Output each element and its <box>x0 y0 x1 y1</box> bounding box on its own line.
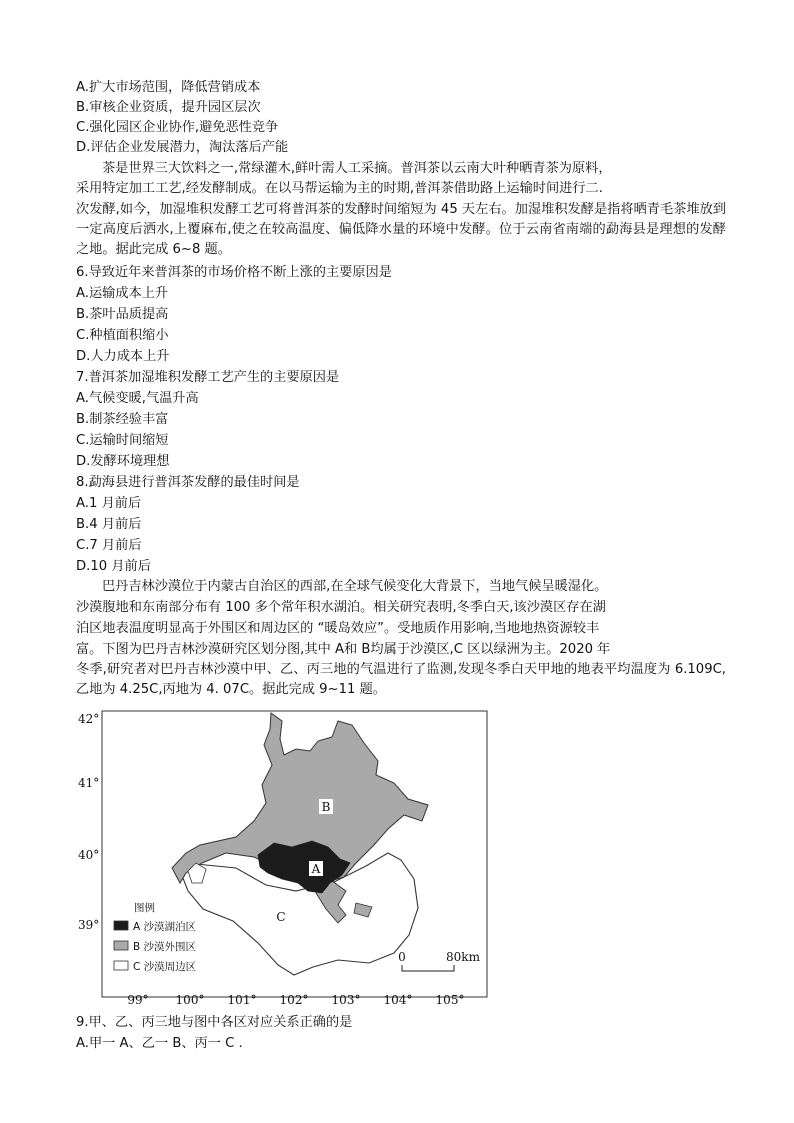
lon-label-100: 100° <box>175 993 205 1005</box>
lon-label-102: 102° <box>279 993 309 1005</box>
lon-label-101: 101° <box>227 993 257 1005</box>
lat-label-42: 42° <box>78 712 100 726</box>
q8-option-a: A.1 月前后 <box>76 496 142 511</box>
legend-item-b: B 沙漠外围区 <box>133 941 197 953</box>
q5-option-d: D.评估企业发展潜力，淘汰落后产能 <box>76 140 289 155</box>
passage2-line4: 富。下图为巴丹吉林沙漠研究区划分图,其中 A和 B均属于沙漠区,C 区以绿洲为主。2020 年 <box>76 642 611 657</box>
legend-title: 图例 <box>134 902 155 914</box>
label-region-b: B <box>321 800 331 814</box>
passage2-body: 冬季,研究者对巴丹吉林沙漠中甲、乙、丙三地的气温进行了监测,发现冬季白天甲地的地表平均温度为 6.109C,乙地为 4.25C,丙地为 4. 07C。据此完成 9~11 题。 <box>76 662 726 697</box>
q5-option-b: B.审核企业资质，提升园区层次 <box>76 100 261 115</box>
scale-zero: 0 <box>398 950 406 964</box>
passage2-line1: 巴丹吉林沙漠位于内蒙古自治区的西部,在全球气候变化大背景下，当地气候呈暖湿化。 <box>102 579 608 594</box>
q8-option-d: D.10 月前后 <box>76 559 151 574</box>
lon-label-104: 104° <box>383 993 413 1005</box>
label-region-a: A <box>311 862 321 876</box>
q7-option-c: C.运输时间缩短 <box>76 433 169 448</box>
q7-option-b: B.制茶经验丰富 <box>76 412 169 427</box>
q7-stem: 7.普洱茶加湿堆积发酵工艺产生的主要原因是 <box>76 370 340 385</box>
label-region-c: C <box>276 910 286 924</box>
q6-option-d: D.人力成本上升 <box>76 349 170 364</box>
scale-distance: 80km <box>446 950 480 964</box>
lon-label-99: 99° <box>127 993 149 1005</box>
passage1-line1: 茶是世界三大饮料之一,常绿灌木,鲜叶需人工采摘。普洱茶以云南大叶种晒青茶为原料， <box>102 161 612 176</box>
legend-swatch-c <box>114 961 128 970</box>
lon-label-105: 105° <box>435 993 465 1005</box>
q7-option-d: D.发酵环境理想 <box>76 454 170 469</box>
passage2-line3: 泊区地表温度明显高于外围区和周边区的 “暖岛效应”。受地质作用影响,当地地热资源较丰 <box>76 621 600 636</box>
lon-label-103: 103° <box>331 993 361 1005</box>
q6-option-b: B.茶叶品质提高 <box>76 307 169 322</box>
legend-item-a: A 沙漠湖泊区 <box>133 921 197 933</box>
q8-option-c: C.7 月前后 <box>76 538 142 553</box>
legend-item-c: C 沙漠周边区 <box>133 961 197 973</box>
q6-option-c: C.种植面积缩小 <box>76 328 169 343</box>
q9-stem: 9.甲、乙、丙三地与图中各区对应关系正确的是 <box>76 1015 353 1030</box>
q8-option-b: B.4 月前后 <box>76 517 142 532</box>
legend-swatch-b <box>114 941 128 950</box>
q6-option-a: A.运输成本上升 <box>76 286 169 301</box>
passage2-line2: 沙漠腹地和东南部分布有 100 多个常年积水湖泊。相关研究表明,冬季白天,该沙漠区存在湖 <box>76 600 606 615</box>
legend-swatch-a <box>114 921 128 930</box>
lat-label-40: 40° <box>78 848 100 862</box>
q6-stem: 6.导致近年来普洱茶的市场价格不断上涨的主要原因是 <box>76 265 392 280</box>
q8-stem: 8.勐海县进行普洱茶发酵的最佳时间是 <box>76 475 300 490</box>
q5-option-c: C.强化园区企业协作,避免恶性竞争 <box>76 120 279 135</box>
q9-option-a: A.甲一 A、乙一 B、丙一 C . <box>76 1036 243 1051</box>
lat-label-41: 41° <box>78 776 100 790</box>
passage1-line2: 采用特定加工工艺,经发酵制成。在以马帮运输为主的时期,普洱茶借助路上运输时间进行二. <box>76 181 603 196</box>
badain-jaran-zoning-map <box>76 703 492 1005</box>
passage1-body: 次发酵,如今，加湿堆积发酵工艺可将普洱茶的发酵时间缩短为 45 天左右。加湿堆积发酵是指将晒青毛茶堆放到一定高度后洒水,上覆麻布,使之在较高温度、偏低降水量的环境中发酵。位于云南省南端的勐海县是理想的发酵之地。据此完成 6~8 题。 <box>76 202 726 257</box>
q7-option-a: A.气候变暖,气温升高 <box>76 391 199 406</box>
lat-label-39: 39° <box>78 918 100 932</box>
q5-option-a: A.扩大市场范围，降低营销成本 <box>76 80 261 95</box>
